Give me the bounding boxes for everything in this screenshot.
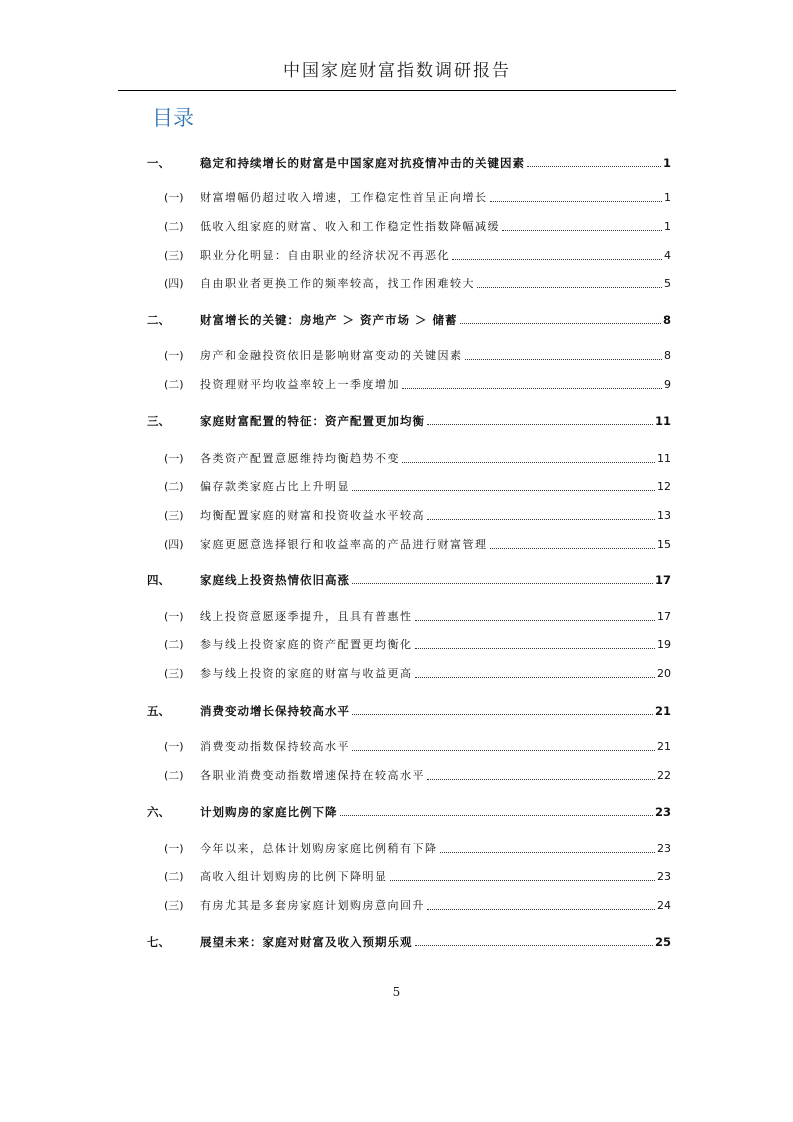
toc-entry-number: (一): [164, 610, 184, 623]
toc-entry-number: (二): [164, 870, 184, 883]
toc-entry-title: 消费变动增长保持较高水平: [200, 704, 350, 718]
toc-entry-number: (二): [164, 638, 184, 651]
toc-entry-section[interactable]: [147, 410, 671, 428]
toc-entry-number: 一、: [147, 156, 170, 170]
toc-entry-title: 房产和金融投资依旧是影响财富变动的关键因素: [200, 349, 463, 362]
dot-leader: [352, 714, 653, 715]
toc-entry-page: 17: [654, 573, 671, 587]
toc-entry-number: 七、: [147, 935, 170, 949]
toc-entry-subsection[interactable]: [164, 374, 671, 392]
toc-entry-number: 四、: [147, 573, 170, 587]
toc-entry-subsection[interactable]: [164, 765, 671, 783]
dot-leader: [415, 648, 656, 649]
toc-entry-subsection[interactable]: [164, 634, 671, 652]
toc-entry-page: 22: [657, 769, 671, 782]
dot-leader: [415, 945, 653, 946]
toc-entry-title: 财富增长的关键：房地产 ＞ 资产市场 ＞ 储蓄: [200, 313, 458, 327]
toc-entry-number: (四): [164, 277, 184, 290]
toc-entry-number: (二): [164, 480, 184, 493]
toc-entry-title: 低收入组家庭的财富、收入和工作稳定性指数降幅减缓: [200, 220, 500, 233]
dot-leader: [502, 230, 662, 231]
toc-entry-number: 二、: [147, 313, 170, 327]
toc-entry-page: 8: [662, 313, 671, 327]
dot-leader: [465, 359, 663, 360]
header-rule: [118, 90, 676, 91]
toc-entry-title: 有房尤其是多套房家庭计划购房意向回升: [200, 899, 425, 912]
dot-leader: [452, 259, 662, 260]
toc-entry-page: 25: [654, 935, 671, 949]
toc-entry-section[interactable]: [147, 700, 671, 718]
toc-entry-subsection[interactable]: [164, 895, 671, 913]
toc-entry-subsection[interactable]: [164, 273, 671, 291]
dot-leader: [490, 201, 663, 202]
toc-entry-number: (一): [164, 191, 184, 204]
toc-entry-number: (一): [164, 842, 184, 855]
toc-entry-page: 9: [664, 378, 671, 391]
toc-entry-title: 均衡配置家庭的财富和投资收益水平较高: [200, 509, 425, 522]
toc-entry-number: (三): [164, 667, 184, 680]
toc-entry-page: 1: [664, 220, 671, 233]
dot-leader: [490, 548, 656, 549]
toc-entry-page: 21: [654, 704, 671, 718]
toc-entry-title: 各类资产配置意愿维持均衡趋势不变: [200, 452, 400, 465]
toc-entry-number: (二): [164, 220, 184, 233]
toc-entry-number: (三): [164, 899, 184, 912]
toc-entry-title: 家庭财富配置的特征：资产配置更加均衡: [200, 414, 425, 428]
toc-entry-title: 自由职业者更换工作的频率较高，找工作困难较大: [200, 277, 475, 290]
dot-leader: [415, 677, 656, 678]
toc-entry-title: 财富增幅仍超过收入增速，工作稳定性首呈正向增长: [200, 191, 488, 204]
dot-leader: [340, 815, 653, 816]
toc-entry-number: 六、: [147, 805, 170, 819]
toc-entry-title: 职业分化明显：自由职业的经济状况不再恶化: [200, 249, 450, 262]
toc-entry-subsection[interactable]: [164, 866, 671, 884]
toc-entry-number: 三、: [147, 414, 170, 428]
toc-entry-title: 消费变动指数保持较高水平: [200, 740, 350, 753]
dot-leader: [415, 620, 656, 621]
toc-title: 目录: [152, 106, 194, 130]
toc-entry-page: 1: [664, 191, 671, 204]
toc-entry-number: (三): [164, 509, 184, 522]
toc-entry-page: 1: [662, 156, 671, 170]
toc-entry-title: 展望未来：家庭对财富及收入预期乐观: [200, 935, 413, 949]
toc-entry-title: 参与线上投资家庭的资产配置更均衡化: [200, 638, 413, 651]
toc-entry-subsection[interactable]: [164, 736, 671, 754]
toc-entry-title: 各职业消费变动指数增速保持在较高水平: [200, 769, 425, 782]
dot-leader: [477, 287, 662, 288]
toc-entry-title: 家庭更愿意选择银行和收益率高的产品进行财富管理: [200, 538, 488, 551]
dot-leader: [440, 852, 656, 853]
toc-entry-page: 24: [657, 899, 671, 912]
toc-entry-subsection[interactable]: [164, 606, 671, 624]
toc-entry-page: 11: [657, 452, 671, 465]
toc-entry-number: (二): [164, 378, 184, 391]
toc-entry-subsection[interactable]: [164, 476, 671, 494]
toc-entry-title: 投资理财平均收益率较上一季度增加: [200, 378, 400, 391]
toc-entry-section[interactable]: [147, 801, 671, 819]
toc-entry-page: 11: [654, 414, 671, 428]
toc-entry-page: 5: [664, 277, 671, 290]
dot-leader: [352, 490, 655, 491]
dot-leader: [427, 519, 655, 520]
toc-entry-page: 4: [664, 249, 671, 262]
toc-entry-number: (三): [164, 249, 184, 262]
toc-entry-subsection[interactable]: [164, 216, 671, 234]
toc-entry-subsection[interactable]: [164, 505, 671, 523]
toc-entry-number: (一): [164, 452, 184, 465]
toc-entry-title: 参与线上投资的家庭的财富与收益更高: [200, 667, 413, 680]
toc-entry-title: 偏存款类家庭占比上升明显: [200, 480, 350, 493]
toc-entry-title: 稳定和持续增长的财富是中国家庭对抗疫情冲击的关键因素: [200, 156, 525, 170]
toc-entry-page: 13: [657, 509, 671, 522]
toc-entry-section[interactable]: [147, 152, 671, 170]
dot-leader: [390, 880, 656, 881]
toc-entry-title: 线上投资意愿逐季提升，且具有普惠性: [200, 610, 413, 623]
toc-entry-title: 今年以来，总体计划购房家庭比例稍有下降: [200, 842, 438, 855]
toc-entry-title: 计划购房的家庭比例下降: [200, 805, 338, 819]
toc-entry-page: 20: [657, 667, 671, 680]
toc-entry-page: 17: [657, 610, 671, 623]
dot-leader: [460, 323, 661, 324]
toc-entry-subsection[interactable]: [164, 838, 671, 856]
toc-entry-subsection[interactable]: [164, 534, 671, 552]
page-number: 5: [392, 985, 401, 999]
toc-entry-page: 15: [657, 538, 671, 551]
toc-entry-page: 12: [657, 480, 671, 493]
toc-entry-number: (一): [164, 349, 184, 362]
toc-entry-page: 19: [657, 638, 671, 651]
dot-leader: [402, 462, 655, 463]
dot-leader: [352, 750, 655, 751]
toc-entry-number: (四): [164, 538, 184, 551]
dot-leader: [427, 909, 655, 910]
toc-entry-subsection[interactable]: [164, 345, 671, 363]
toc-entry-page: 21: [657, 740, 671, 753]
running-header: 中国家庭财富指数调研报告: [283, 61, 511, 81]
toc-entry-title: 家庭线上投资热情依旧高涨: [200, 573, 350, 587]
toc-entry-number: (二): [164, 769, 184, 782]
toc-entry-subsection[interactable]: [164, 448, 671, 466]
dot-leader: [352, 583, 653, 584]
toc-entry-section[interactable]: [147, 569, 671, 587]
toc-entry-page: 23: [657, 870, 671, 883]
toc-entry-title: 高收入组计划购房的比例下降明显: [200, 870, 388, 883]
dot-leader: [402, 388, 662, 389]
dot-leader: [427, 779, 655, 780]
toc-entry-subsection[interactable]: [164, 245, 671, 263]
toc-entry-page: 8: [664, 349, 671, 362]
toc-entry-page: 23: [654, 805, 671, 819]
dot-leader: [527, 166, 661, 167]
toc-entry-subsection[interactable]: [164, 187, 671, 205]
toc-entry-subsection[interactable]: [164, 663, 671, 681]
toc-entry-number: 五、: [147, 704, 170, 718]
toc-entry-number: (一): [164, 740, 184, 753]
dot-leader: [427, 424, 653, 425]
toc-entry-page: 23: [657, 842, 671, 855]
toc-entry-section[interactable]: [147, 309, 671, 327]
toc-entry-section[interactable]: [147, 931, 671, 949]
